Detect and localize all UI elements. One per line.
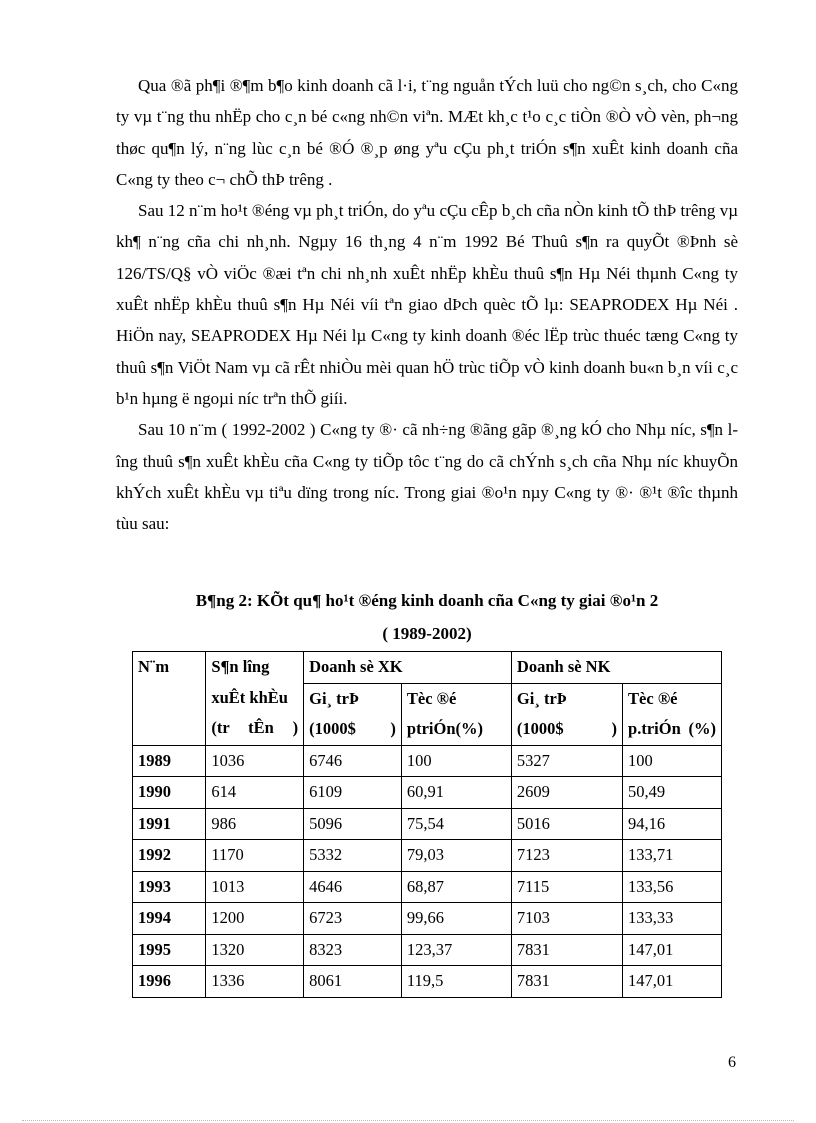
cell-export-value: 6723 [304,903,402,935]
header-import-growth: Tèc ®é p.triÓn (%) [623,683,722,745]
cell-export-volume: 1013 [206,871,304,903]
cell-year: 1991 [133,808,206,840]
table-row [133,808,722,840]
cell-export-volume: 1200 [206,903,304,935]
header-import-value: Gi¸ trÞ (1000$ ) [511,683,622,745]
cell-export-value: 5332 [304,840,402,872]
table-subtitle: ( 1989-2002) [382,624,472,643]
cell-import-value: 5327 [511,745,622,777]
header-export-value: Gi¸ trÞ (1000$ ) [304,683,402,745]
table-row [133,871,722,903]
table-row [133,934,722,966]
cell-year: 1996 [133,966,206,998]
cell-export-growth: 60,91 [401,777,511,809]
cell-import-growth: 50,49 [623,777,722,809]
cell-export-growth: 68,87 [401,871,511,903]
table-header-row [133,652,722,684]
body-text [116,70,738,539]
cell-export-volume: 1170 [206,840,304,872]
cell-export-growth: 99,66 [401,903,511,935]
cell-export-volume: 1036 [206,745,304,777]
cell-year: 1995 [133,934,206,966]
page-bottom-divider [22,1120,794,1121]
paragraph: Qua ®ã ph¶i ®¶m b¶o kinh doanh cã l·i, t¨ng nguån tÝch luü cho ng©n s¸ch, cho C«ng ty vµ t¨ng thu nhËp cho c¸n bé c«ng nh©n viªn. MÆt kh¸c t¹o c¸c tiÒn ®Ò vÒ vèn, ph¬ng thøc qu¶n lý, n¨ng lùc c¸n bé ®Ó ®¸p øng yªu cÇu ph¸t triÓn s¶n xuÊt kinh doanh cña C«ng ty theo c¬ chÕ thÞ trêng . [116,76,738,189]
cell-import-value: 2609 [511,777,622,809]
cell-import-value: 7103 [511,903,622,935]
cell-year: 1994 [133,903,206,935]
cell-year: 1989 [133,745,206,777]
paragraph: Sau 10 n¨m ( 1992-2002 ) C«ng ty ®· cã nh÷ng ®ãng gãp ®¸ng kÓ cho Nhµ níc, s¶n lîng thuû s¶n xuÊt khÈu cña C«ng ty tiÕp tôc t¨ng do cã chÝnh s¸ch cña Nhµ níc khuyÕn khÝch xuÊt khÈu vµ tiªu dïng trong níc. Trong giai ®o¹n nµy C«ng ty ®· ®¹t ®îc thµnh tùu sau: [116,420,738,534]
header-export-volume: S¶n lîng xuÊt khÈu (tr tÊn ) [206,652,304,746]
table-title: B¶ng 2: KÕt qu¶ ho¹t ®éng kinh doanh cña C«ng ty giai ®o¹n 2 [195,591,659,610]
cell-export-value: 8323 [304,934,402,966]
cell-export-value: 5096 [304,808,402,840]
cell-export-volume: 1320 [206,934,304,966]
cell-export-value: 6109 [304,777,402,809]
table-row [133,903,722,935]
table-row [133,966,722,998]
cell-export-value: 4646 [304,871,402,903]
cell-export-value: 6746 [304,745,402,777]
cell-import-value: 5016 [511,808,622,840]
cell-import-growth: 133,71 [623,840,722,872]
cell-import-value: 7831 [511,934,622,966]
cell-import-value: 7123 [511,840,622,872]
cell-import-growth: 133,56 [623,871,722,903]
table-row [133,745,722,777]
header-import-sales: Doanh sè NK [511,652,721,684]
cell-import-value: 7115 [511,871,622,903]
page-number: 6 [728,1054,736,1071]
cell-export-growth: 123,37 [401,934,511,966]
cell-import-growth: 147,01 [623,934,722,966]
cell-import-growth: 100 [623,745,722,777]
cell-import-growth: 147,01 [623,966,722,998]
paragraph: Sau 12 n¨m ho¹t ®éng vµ ph¸t triÓn, do yªu cÇu cÊp b¸ch cña nÒn kinh tÕ thÞ trêng vµ kh¶ n¨ng cña chi nh¸nh. Ngµy 16 th¸ng 4 n¨m 1992 Bé Thuû s¶n ra quyÕt ®Þnh sè 126/TS/Q§ vÒ viÖc ®æi tªn chi nh¸nh xuÊt nhËp khÈu thuû s¶n Hµ Néi thµnh C«ng ty xuÊt nhËp khÈu thuû s¶n Hµ Néi víi tªn giao dÞch quèc tÕ lµ: SEAPRODEX Hµ Néi . HiÖn nay, SEAPRODEX Hµ Néi lµ C«ng ty kinh doanh ®éc lËp trùc thuéc tæng C«ng ty thuû s¶n ViÖt Nam vµ cã rÊt nhiÒu mèi quan hÖ trùc tiÕp vÒ kinh doanh bu«n b¸n víi c¸c b¹n hµng ë ngoµi níc trªn thÕ giíi. [116,201,738,408]
cell-import-growth: 133,33 [623,903,722,935]
cell-export-growth: 100 [401,745,511,777]
cell-import-value: 7831 [511,966,622,998]
cell-import-growth: 94,16 [623,808,722,840]
cell-year: 1993 [133,871,206,903]
business-results-table [132,651,722,998]
header-export-growth: Tèc ®é ptriÓn(%) [401,683,511,745]
cell-export-volume: 1336 [206,966,304,998]
cell-export-volume: 614 [206,777,304,809]
cell-export-value: 8061 [304,966,402,998]
header-year: N¨m [133,652,206,746]
cell-export-volume: 986 [206,808,304,840]
cell-year: 1990 [133,777,206,809]
table-row [133,777,722,809]
cell-export-growth: 75,54 [401,808,511,840]
table-row [133,840,722,872]
cell-export-growth: 119,5 [401,966,511,998]
header-export-sales: Doanh sè XK [304,652,512,684]
cell-year: 1992 [133,840,206,872]
cell-export-growth: 79,03 [401,840,511,872]
